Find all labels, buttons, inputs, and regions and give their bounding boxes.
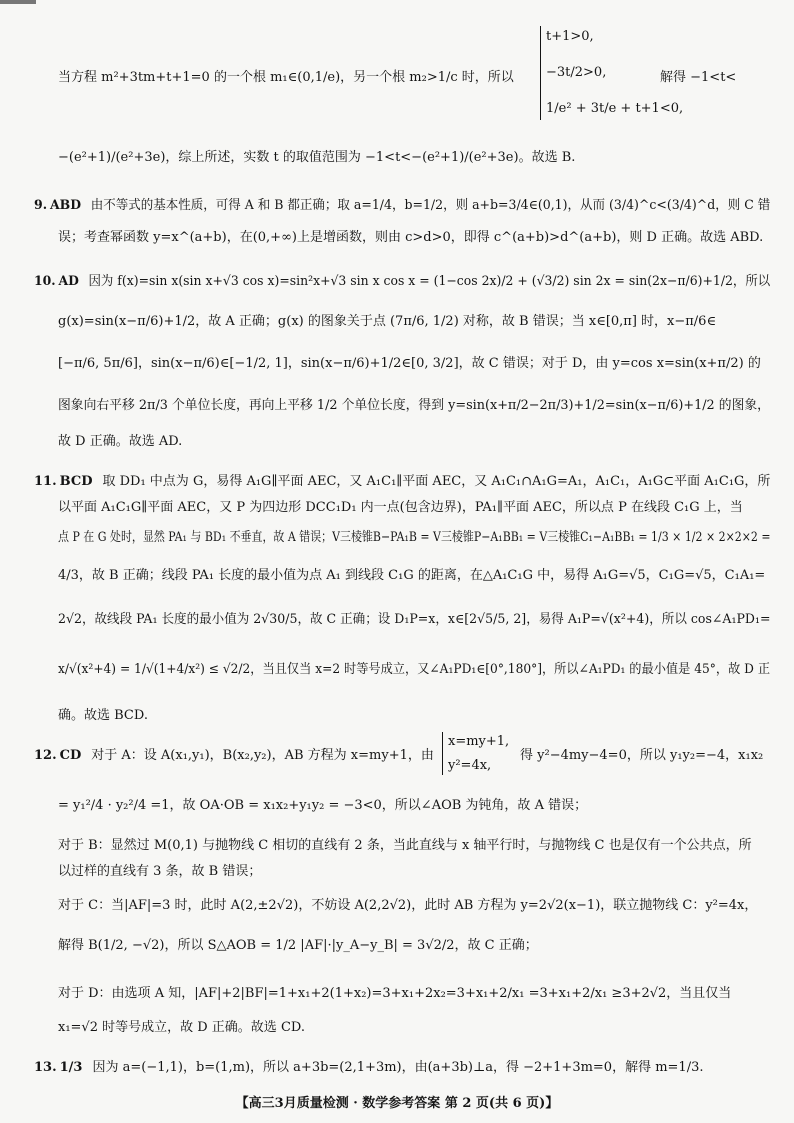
q8-system-row-2: −3t/2>0, xyxy=(546,65,607,81)
q11-line-3: 点 P 在 G 处时，显然 PA₁ 与 BD₁ 不垂直，故 A 错误；V三棱锥B−PA₁B = V三棱锥P−A₁BB₁ = V三棱锥C₁−A₁BB₁ = 1/3 × 1/2 × 2×2×2 = xyxy=(58,530,771,545)
page-footer: 【高三3月质量检测 · 数学参考答案 第 2 页(共 6 页)】 xyxy=(235,1096,559,1111)
q8-system-row-1: t+1>0, xyxy=(546,29,594,44)
q12-system xyxy=(442,732,509,775)
q12-line-1a: 12. CD 对于 A：设 A(x₁,y₁)，B(x₂,y₂)，AB 方程为 x=my+1，由 xyxy=(34,748,434,763)
q12-system-row-2: y²=4x, xyxy=(448,757,492,773)
q10-line-4: 图象向右平移 2π/3 个单位长度，再向上平移 1/2 个单位长度，得到 y=sin(x+π/2−2π/3)+1/2=sin(x−π/6)+1/2 的图象， xyxy=(58,398,770,413)
q11-line-2: 以平面 A₁C₁G∥平面 AEC，又 P 为四边形 DCC₁D₁ 内一点(包含边界)，PA₁∥平面 AEC，所以点 P 在线段 C₁G 上，当 xyxy=(58,500,743,515)
q12-line-3: 对于 B：显然过 M(0,1) 与抛物线 C 相切的直线有 2 条，当此直线与 x 轴平行时，与抛物线 C 也是仅有一个公共点，所 xyxy=(58,838,752,853)
q8-tail: 解得 −1<t< xyxy=(660,70,737,85)
q10-line-5: 故 D 正确。故选 AD. xyxy=(58,434,183,449)
q9-number: 9. xyxy=(34,198,48,213)
blurred-header xyxy=(0,0,794,10)
q10-answer: AD xyxy=(58,274,79,289)
q8-line-1: 当方程 m²+3tm+t+1=0 的一个根 m₁∈(0,1/e)，另一个根 m₂>1/c 时，所以 xyxy=(58,70,514,85)
q10-line-3: [−π/6, 5π/6]，sin(x−π/6)∈[−1/2, 1]，sin(x−π/6)+1/2∈[0, 3/2]，故 C 错误；对于 D，由 y=cos x=sin(x+π/2) 的 xyxy=(58,356,761,371)
q12-line-4: 以过样的直线有 3 条，故 B 错误； xyxy=(58,864,262,879)
q11-line-6: x/√(x²+4) = 1/√(1+4/x²) ≤ √2/2，当且仅当 x=2 时等号成立，又∠A₁PD₁∈[0°,180°]，所以∠A₁PD₁ 的最小值是 45°，故 D 正 xyxy=(58,662,771,677)
q12-line-2: = y₁²/4 · y₂²/4 =1，故 OA·OB = x₁x₂+y₁y₂ = −3<0，所以∠AOB 为钝角，故 A 错误； xyxy=(58,798,588,813)
q9-line-1: 9. ABD 由不等式的基本性质，可得 A 和 B 都正确；取 a=1/4，b=1/2，则 a+b=3/4∈(0,1)，从而 (3/4)^c<(3/4)^d，则 C 错 xyxy=(34,198,771,213)
q11-line-5: 2√2，故线段 PA₁ 长度的最小值为 2√30/5，故 C 正确；设 D₁P=x，x∈[2√5/5, 2]，易得 A₁P=√(x²+4)，所以 cos∠A₁PD₁= xyxy=(58,612,771,627)
q9-line-2: 误；考查幂函数 y=x^(a+b)，在(0,+∞)上是增函数，则由 c>d>0，即得 c^(a+b)>d^(a+b)，则 D 正确。故选 ABD. xyxy=(58,230,764,245)
q11-answer: BCD xyxy=(59,474,93,489)
q9-answer: ABD xyxy=(49,198,82,213)
q8-system-row-3: 1/e² + 3t/e + t+1<0, xyxy=(546,101,684,117)
q8-line-2: −(e²+1)/(e²+3e)，综上所述，实数 t 的取值范围为 −1<t<−(e²+1)/(e²+3e)。故选 B. xyxy=(58,150,576,165)
q12-line-1b: 得 y²−4my−4=0，所以 y₁y₂=−4，x₁x₂ xyxy=(520,748,764,763)
q11-line-1: 11. BCD 取 DD₁ 中点为 G，易得 A₁G∥平面 AEC，又 A₁C₁∥平面 AEC，又 A₁C₁∩A₁G=A₁，A₁C₁，A₁G⊂平面 A₁C₁G，所 xyxy=(34,474,771,489)
q12-system-row-1: x=my+1, xyxy=(448,734,510,749)
q11-line-7: 确。故选 BCD. xyxy=(58,708,148,723)
q10-line-1: 10. AD 因为 f(x)=sin x(sin x+√3 cos x)=sin²x+√3 sin x cos x = (1−cos 2x)/2 + (√3/2) sin 2x = sin(2x−π/6)+1/2，所以 xyxy=(34,274,771,289)
q13-answer: 1/3 xyxy=(59,1060,83,1075)
q12-line-7: 对于 D：由选项 A 知，|AF|+2|BF|=1+x₁+2(1+x₂)=3+x₁+2x₂=3+x₁+2/x₁ =3+x₁+2/x₁ ≥3+2√2，当且仅当 xyxy=(58,986,732,1001)
q13-number: 13. xyxy=(34,1060,57,1075)
q11-number: 11. xyxy=(34,474,57,489)
q13-line-1: 13. 1/3 因为 a=(−1,1)，b=(1,m)，所以 a+3b=(2,1+3m)，由(a+3b)⊥a，得 −2+1+3m=0，解得 m=1/3. xyxy=(34,1060,704,1075)
q12-number: 12. xyxy=(34,748,57,763)
q10-number: 10. xyxy=(34,274,56,289)
q12-line-8: x₁=√2 时等号成立，故 D 正确。故选 CD. xyxy=(58,1020,305,1035)
q11-line-4: 4/3，故 B 正确；线段 PA₁ 长度的最小值为点 A₁ 到线段 C₁G 的距离，在△A₁C₁G 中，易得 A₁G=√5，C₁G=√5，C₁A₁= xyxy=(58,568,766,583)
q12-answer: CD xyxy=(59,748,82,763)
q10-line-2: g(x)=sin(x−π/6)+1/2，故 A 正确；g(x) 的图象关于点 (7π/6, 1/2) 对称，故 B 错误；当 x∈[0,π] 时，x−π/6∈ xyxy=(58,314,717,329)
q12-line-5: 对于 C：当|AF|=3 时，此时 A(2,±2√2)，不妨设 A(2,2√2)，此时 AB 方程为 y=2√2(x−1)，联立抛物线 C：y²=4x， xyxy=(58,898,758,913)
q12-line-6: 解得 B(1/2, −√2)，所以 S△AOB = 1/2 |AF|·|y_A−y_B| = 3√2/2，故 C 正确； xyxy=(58,938,538,953)
